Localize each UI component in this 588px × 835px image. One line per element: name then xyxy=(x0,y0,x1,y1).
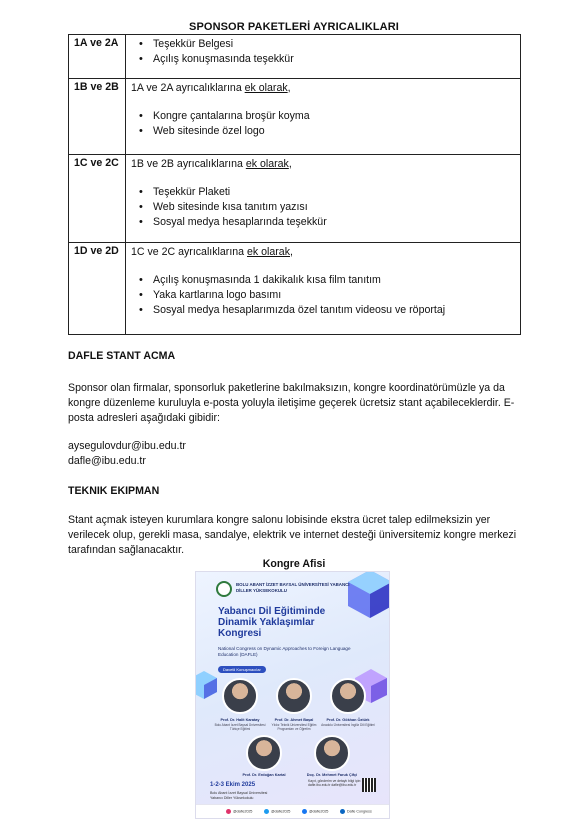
speaker-affiliation: Bolu Abant İzzet Baysal Üniversitesi Türkçe Eğitimi xyxy=(214,723,266,731)
package-content xyxy=(126,35,521,79)
intro-underlined: ek olarak xyxy=(245,158,289,170)
speaker-affiliation: Yıldız Teknik Üniversitesi Eğitim Programları ve Öğretim xyxy=(271,723,317,731)
poster-subtitle: National Congress on Dynamic Approaches to Foreign Language Education (DAFLE) xyxy=(218,646,351,657)
poster-caption: Kongre Afisi xyxy=(262,558,326,570)
package-content xyxy=(126,155,521,243)
congress-poster xyxy=(195,571,390,819)
intro-underlined: ek olarak xyxy=(244,82,288,94)
instagram-icon xyxy=(226,809,231,814)
decorative-cube-icon xyxy=(195,670,218,700)
university-logo xyxy=(216,581,232,597)
social-handle xyxy=(264,809,290,814)
social-text: @dafle2025 xyxy=(309,809,329,814)
list-item: • Web sitesinde kısa tanıtım yazısı xyxy=(153,200,520,215)
poster-social-bar xyxy=(196,804,390,818)
package-intro xyxy=(131,81,520,95)
intro-underlined: ek olarak xyxy=(247,246,290,258)
speaker-name: Prof. Dr. Halit Karatay xyxy=(220,718,260,722)
package-content xyxy=(126,243,521,335)
table-row xyxy=(69,35,521,79)
equipment-paragraph: Stant açmak isteyen kurumlara kongre salonu lobisinde ekstra ücret talep edilmeksizin yer verilecek olup, gerekli masa, sandalye, elektrik ve internet desteği üniversitemiz kongre merkezi tarafından sağlanacaktır. xyxy=(68,514,517,556)
list-item: • Teşekkür Plaketi xyxy=(153,185,520,200)
speaker-name: Prof. Dr. Gökhan Öztürk xyxy=(326,718,370,722)
poster-university: BOLU ABANT İZZET BAYSAL ÜNİVERSİTESİ YABANCI DİLLER YÜKSEKOKULU xyxy=(236,582,350,593)
intro-text: 1A ve 2A ayrıcalıklarına xyxy=(131,82,245,94)
speaker-name: Doç. Dr. Mehmet Faruk Çifçi xyxy=(306,773,358,777)
avatar xyxy=(246,735,282,771)
avatar xyxy=(222,678,258,714)
table-row xyxy=(69,79,521,155)
package-intro xyxy=(131,245,520,259)
social-handle xyxy=(302,809,328,814)
benefit-list xyxy=(131,37,520,67)
intro-end: , xyxy=(288,158,292,170)
qr-code-icon xyxy=(362,778,376,792)
table-row xyxy=(69,243,521,335)
social-handle xyxy=(340,809,372,814)
avatar xyxy=(276,678,312,714)
benefit-list xyxy=(131,185,520,230)
poster-date: 1-2-3 Ekim 2025 xyxy=(210,782,256,788)
list-item: • Sosyal medya hesaplarında teşekkür xyxy=(153,215,520,230)
social-text: Dafle Congress xyxy=(347,809,372,814)
stand-paragraph: Sponsor olan firmalar, sponsorluk paketlerine bakılmaksızın, kongre koordinatörümüzle ya da kongre düzenleme kuruluyla e-posta yoluyla iletişime geçerek ücretsiz stant açabileceklerdir. E-posta adresleri aşağıdaki gibidir: xyxy=(68,382,515,424)
social-handle xyxy=(226,809,252,814)
package-label: 1B ve 2B xyxy=(69,79,126,155)
social-text: @dafle2025 xyxy=(233,809,253,814)
list-item: • Teşekkür Belgesi xyxy=(153,37,520,52)
sponsor-packages-table xyxy=(68,34,521,335)
twitter-icon xyxy=(264,809,269,814)
package-content xyxy=(126,79,521,155)
intro-end: , xyxy=(290,246,293,258)
stand-heading: DAFLE STANT ACMA xyxy=(68,350,176,362)
equipment-heading: TEKNIK EKIPMAN xyxy=(68,485,160,497)
intro-text: 1C ve 2C ayrıcalıklarına xyxy=(131,246,247,258)
avatar xyxy=(330,678,366,714)
intro-end: , xyxy=(287,82,291,94)
linkedin-icon xyxy=(340,809,345,814)
speaker-name: Prof. Dr. Erdoğan Kartal xyxy=(242,773,286,777)
page-title: SPONSOR PAKETLERİ AYRICALIKLARI xyxy=(189,21,399,33)
benefit-list xyxy=(131,273,520,318)
package-label: 1D ve 2D xyxy=(69,243,126,335)
package-intro xyxy=(131,157,520,171)
avatar xyxy=(314,735,350,771)
decorative-cube-icon xyxy=(346,571,390,618)
list-item: • Açılış konuşmasında teşekkür xyxy=(153,52,520,67)
poster-title: Yabancı Dil Eğitiminde Dinamik Yaklaşımlar Kongresi xyxy=(218,606,326,639)
list-item: • Kongre çantalarına broşür koyma xyxy=(153,109,520,124)
list-item: • Açılış konuşmasında 1 dakikalık kısa film tanıtım xyxy=(153,273,520,288)
poster-speakers-badge: Davetli Konuşmacılar xyxy=(218,666,266,673)
list-item: • Web sitesinde özel logo xyxy=(153,124,520,139)
package-label: 1A ve 2A xyxy=(69,35,126,79)
speaker-affiliation: Anadolu Üniversitesi İngiliz Dili Eğitimi xyxy=(321,723,375,727)
email-link-2[interactable]: dafle@ibu.edu.tr xyxy=(68,455,146,467)
facebook-icon xyxy=(302,809,307,814)
email-link-1[interactable]: aysegulovdur@ibu.edu.tr xyxy=(68,440,186,452)
list-item: • Sosyal medya hesaplarımızda özel tanıtım videosu ve röportaj xyxy=(153,303,520,318)
package-label: 1C ve 2C xyxy=(69,155,126,243)
speaker-name: Prof. Dr. Ahmet Başal xyxy=(274,718,314,722)
intro-text: 1B ve 2B ayrıcalıklarına xyxy=(131,158,246,170)
list-item: • Yaka kartlarına logo basımı xyxy=(153,288,520,303)
table-row xyxy=(69,155,521,243)
social-text: @dafle2025 xyxy=(271,809,291,814)
benefit-list xyxy=(131,109,520,139)
poster-venue: Bolu Abant İzzet Baysal Üniversitesi Yabancı Diller Yüksekokulu xyxy=(210,791,268,800)
poster-contact-info: Kayıt, gönderim ve detaylı bilgi için: dafle.ibu.edu.tr dafle@ibu.edu.tr xyxy=(308,779,362,788)
